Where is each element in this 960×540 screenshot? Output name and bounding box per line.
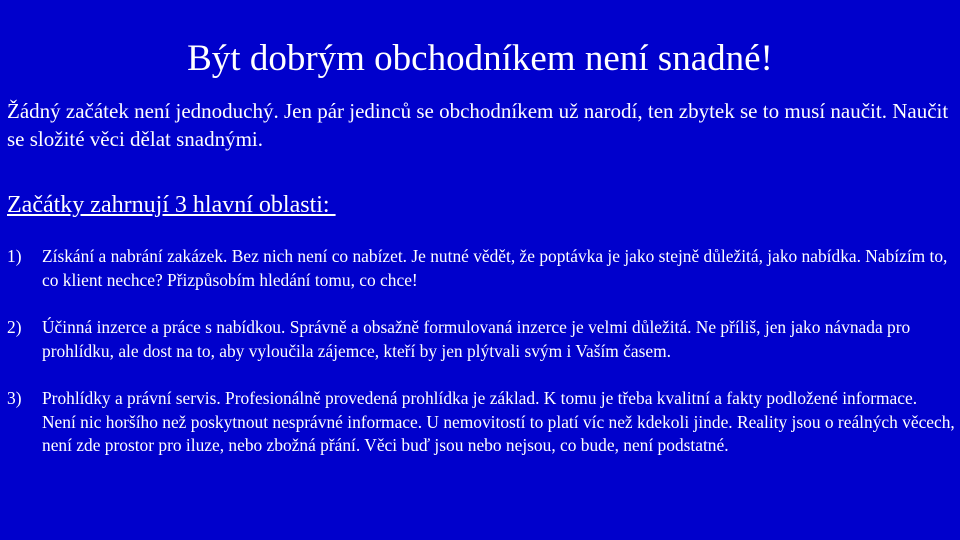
list-item-text: Prohlídky a právní servis. Profesionálně provedená prohlídka je základ. K tomu je třeba kvalitní a fakty podložené informace. Není nic horšího než poskytnout nesprávné informace. U nemovitostí to platí víc než kdekoli jinde. Reality jsou o reálných věcech, není zde prostor pro iluze, nebo zbožná přání. Věci buď jsou nebo nejsou, co bude, není podstatné. [42,388,955,455]
intro-paragraph: Žádný začátek není jednoduchý. Jen pár jedinců se obchodníkem už narodí, ten zbytek se to musí naučit. Naučit se složité věci dělat snadnými. [7,99,949,151]
section-heading: Začátky zahrnují 3 hlavní oblasti: [7,192,336,218]
list-item-number: 3) [7,388,22,408]
list-item-text: Účinná inzerce a práce s nabídkou. Správně a obsažně formulovaná inzerce je velmi důležitá. Ne příliš, jen jako návnada pro prohlídku, ale dost na to, aby vyloučila zájemce, kteří by jen plýtvali svým i Vaším časem. [42,317,911,361]
list-item [7,245,955,292]
list-item-number: 2) [7,317,22,337]
list-item [7,316,955,363]
list-item-text: Získání a nabrání zakázek. Bez nich není co nabízet. Je nutné vědět, že poptávka je jako stejně důležitá, jako nabídka. Nabízím to, co klient nechce? Přizpůsobím hledání tomu, co chce! [42,246,948,290]
list-item-number: 1) [7,246,22,266]
list-item [7,387,955,458]
slide-title: Být dobrým obchodníkem není snadné! [187,38,773,79]
areas-list [7,245,955,482]
